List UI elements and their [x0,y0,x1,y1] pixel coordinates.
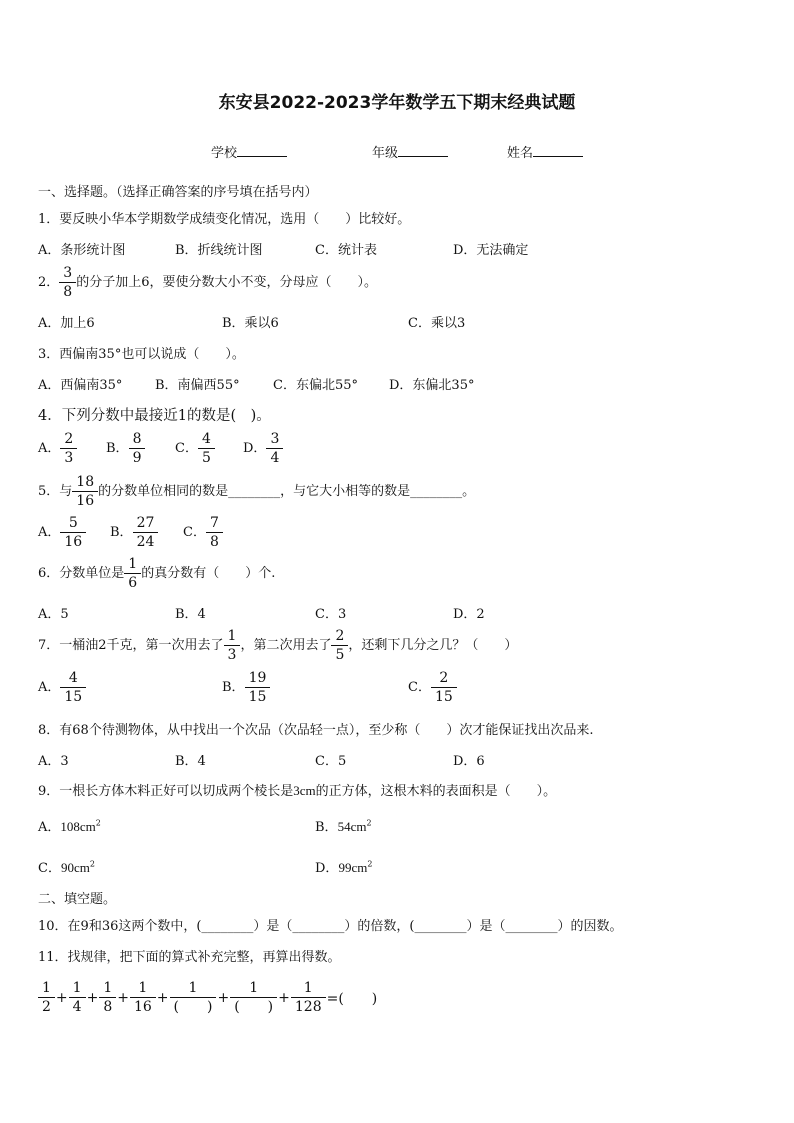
q7-a-fraction: $\frac{4}{15}$ [62,671,84,704]
q6-fraction: $\frac{1}{6}$ [126,557,139,590]
question-2 [38,266,377,299]
plus-sign: + [86,989,99,1006]
q9-option-a[interactable]: A．$108cm^2$ [38,818,101,835]
q3-option-d[interactable]: D．东偏北35° [389,378,475,393]
name-label: 姓名 [507,146,534,161]
page-title: 东安县2022-2023学年数学五下期末经典试题 [218,93,576,113]
question-11: 11．找规律，把下面的算式补充完整，再算出得数。 [38,950,341,965]
question-7: 7．一桶油2千克，第一次用去了 $\frac{1}{3}$ ，第二次用去了 $\frac{2}{5}$ ，还剩下几分之几？（ ） [38,628,518,663]
q3-option-c[interactable]: C．东偏北55° [273,378,358,393]
q9-unit-value: 3cm [293,783,316,798]
q11-term-6-blank[interactable]: $\frac{1}{( )}$ [232,981,275,1014]
question-5: 5．与 $\frac{18}{16}$ 的分数单位相同的数是________，与它大小相等的数是________。 [38,474,476,509]
q7-option-c[interactable]: C． $\frac{2}{15}$ [408,671,457,704]
q9-option-c[interactable]: C．$90cm^2$ [38,859,95,876]
q7-c-fraction: $\frac{2}{15}$ [433,671,455,704]
q6-option-b[interactable]: B．4 [175,607,206,622]
q1-option-c[interactable]: C．统计表 [315,243,377,258]
q11-expression [38,981,378,1014]
q2-option-c[interactable]: C．乘以3 [408,316,466,331]
q11-answer-blank[interactable]: =( ) [326,990,378,1007]
q7-fraction-2: $\frac{2}{5}$ [333,629,346,662]
q4-a-fraction: $\frac{2}{3}$ [62,432,75,465]
q1-option-b[interactable]: B．折线统计图 [175,243,263,258]
q8-option-d[interactable]: D．6 [453,754,485,769]
q5-option-c[interactable]: C． $\frac{7}{8}$ [183,516,223,549]
q7-option-a[interactable]: A． $\frac{4}{15}$ [38,671,86,704]
q7-b-fraction: $\frac{19}{15}$ [247,671,269,704]
name-field [507,142,583,161]
question-9: 9．一根长方体木料正好可以切成两个棱长是3cm的正方体，这根木料的表面积是（ ）。 [38,783,557,799]
school-field [211,142,287,161]
q11-term-1: $\frac{1}{2}$ [40,981,53,1014]
q11-term-5-blank[interactable]: $\frac{1}{( )}$ [172,981,215,1014]
q5-option-b[interactable]: B． $\frac{27}{24}$ [110,516,158,549]
plus-sign: + [217,989,230,1006]
question-4: 4．下列分数中最接近1的数是( )。 [38,408,271,424]
name-blank[interactable] [533,144,583,157]
q5-fraction: $\frac{18}{16}$ [74,475,96,508]
q2-text: 的分子加上6，要使分数大小不变，分母应（ ）。 [76,275,377,290]
q3-option-b[interactable]: B．南偏西55° [155,378,240,393]
q11-term-2: $\frac{1}{4}$ [71,981,84,1014]
q8-option-b[interactable]: B．4 [175,754,206,769]
plus-sign: + [55,989,68,1006]
plus-sign: + [117,989,129,1006]
q4-option-a[interactable]: A． $\frac{2}{3}$ [38,432,77,465]
q8-option-a[interactable]: A．3 [38,754,69,769]
q1-option-d[interactable]: D．无法确定 [453,243,529,258]
school-label: 学校 [211,146,238,161]
q9-option-d[interactable]: D．$99cm^2$ [315,859,373,876]
q5-b-fraction: $\frac{27}{24}$ [135,516,157,549]
grade-label: 年级 [372,146,399,161]
q11-term-3: $\frac{1}{8}$ [101,981,114,1014]
section-1-heading: 一、选择题。（选择正确答案的序号填在括号内） [38,185,318,200]
q2-option-b[interactable]: B．乘以6 [222,316,279,331]
q6-option-a[interactable]: A．5 [38,607,69,622]
q11-term-4: $\frac{1}{16}$ [132,981,154,1014]
q2-option-a[interactable]: A．加上6 [38,316,95,331]
question-1: 1．要反映小华本学期数学成绩变化情况，选用（ ）比较好。 [38,212,411,227]
q4-d-fraction: $\frac{3}{4}$ [268,432,281,465]
school-blank[interactable] [237,144,287,157]
grade-blank[interactable] [398,144,448,157]
question-6: 6．分数单位是 $\frac{1}{6}$ 的真分数有（ ）个. [38,556,276,591]
question-3: 3．西偏南35°也可以说成（ ）。 [38,347,245,362]
q6-option-c[interactable]: C．3 [315,607,347,622]
q11-term-7: $\frac{1}{128}$ [293,981,324,1014]
q3-option-a[interactable]: A．西偏南35° [38,378,123,393]
q4-c-fraction: $\frac{4}{5}$ [200,432,213,465]
q5-c-fraction: $\frac{7}{8}$ [208,516,221,549]
q5-option-a[interactable]: A． $\frac{5}{16}$ [38,516,86,549]
plus-sign: + [156,989,169,1006]
q4-option-c[interactable]: C． $\frac{4}{5}$ [175,432,215,465]
q7-fraction-1: $\frac{1}{3}$ [226,629,239,662]
q1-option-a[interactable]: A．条形统计图 [38,243,126,258]
q9-option-b[interactable]: B．$54cm^2$ [315,818,372,835]
q2-fraction: $\frac{3}{8}$ [61,266,74,299]
q6-option-d[interactable]: D．2 [453,607,485,622]
q8-option-c[interactable]: C．5 [315,754,347,769]
q4-option-d[interactable]: D． $\frac{3}{4}$ [243,432,283,465]
q4-option-b[interactable]: B． $\frac{8}{9}$ [106,432,145,465]
q5-a-fraction: $\frac{5}{16}$ [62,516,84,549]
question-10: 10．在9和36这两个数中，(________）是（________）的倍数，(________）是（________）的因数。 [38,919,623,934]
q4-b-fraction: $\frac{8}{9}$ [131,432,144,465]
section-2-heading: 二、填空题。 [38,892,117,907]
grade-field [372,142,448,161]
plus-sign: + [278,989,290,1006]
q7-option-b[interactable]: B． $\frac{19}{15}$ [222,671,270,704]
question-8: 8．有68个待测物体，从中找出一个次品（次品轻一点），至少称（ ）次才能保证找出次品来. [38,723,594,738]
q2-number: 2． [38,275,60,290]
